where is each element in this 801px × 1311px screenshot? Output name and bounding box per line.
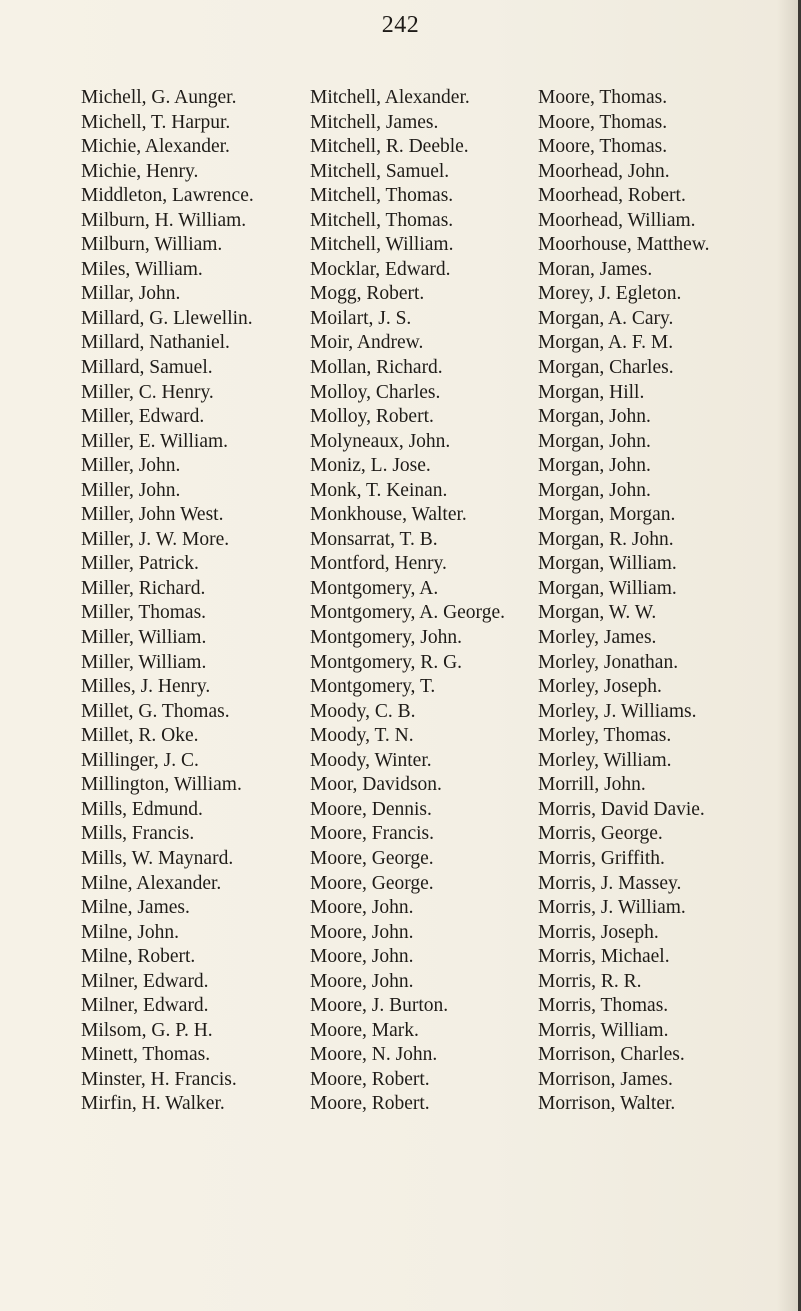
name-entry: Montgomery, A. <box>310 577 439 599</box>
name-entry: Minett, Thomas. <box>81 1044 211 1066</box>
name-entry: Morgan, R. John. <box>538 528 674 550</box>
name-entry: Miller, Richard. <box>81 577 206 599</box>
name-entry: Morley, J. Williams. <box>538 700 697 722</box>
name-entry: Milne, Robert. <box>81 946 196 968</box>
name-entry: Milburn, William. <box>81 234 223 256</box>
name-entry: Mitchell, William. <box>310 234 454 256</box>
name-entry: Milne, James. <box>81 897 190 919</box>
name-entry: Mills, Edmund. <box>81 798 203 820</box>
name-entry: Morley, William. <box>538 749 672 771</box>
name-entry: Mitchell, James. <box>310 111 439 133</box>
name-entry: Morgan, John. <box>538 406 651 428</box>
name-entry: Morgan, Charles. <box>538 357 674 379</box>
name-entry: Morgan, W. W. <box>538 602 657 624</box>
name-entry: Morgan, A. Cary. <box>538 307 674 329</box>
name-entry: Miller, J. W. More. <box>81 528 230 550</box>
name-entry: Moor, Davidson. <box>310 774 442 796</box>
name-entry: Mitchell, Alexander. <box>310 87 470 108</box>
name-entry: Moore, Mark. <box>310 1019 419 1041</box>
name-entry: Morley, Jonathan. <box>538 651 679 673</box>
name-entry: Michell, T. Harpur. <box>81 111 231 133</box>
name-entry: Morgan, William. <box>538 553 677 575</box>
name-entry: Moniz, L. Jose. <box>310 455 431 477</box>
name-entry: Montford, Henry. <box>310 553 447 575</box>
name-entry: Millington, William. <box>81 774 242 796</box>
name-entry: Molyneaux, John. <box>310 430 451 452</box>
name-entry: Moore, Thomas. <box>538 87 668 108</box>
name-entry: Morris, Thomas. <box>538 995 669 1017</box>
name-entry: Miller, Thomas. <box>81 602 207 624</box>
name-entry: Morris, Michael. <box>538 946 670 968</box>
name-entry: Montgomery, R. G. <box>310 651 463 673</box>
name-entry: Morey, J. Egleton. <box>538 283 682 305</box>
name-entry: Michie, Henry. <box>81 160 199 182</box>
name-entry: Moore, John. <box>310 970 414 992</box>
name-entry: Montgomery, T. <box>310 676 436 698</box>
name-entry: Mitchell, R. Deeble. <box>310 136 469 158</box>
name-entry: Morley, Thomas. <box>538 725 672 747</box>
name-entry: Moore, Thomas. <box>538 136 668 158</box>
name-entry: Millar, John. <box>81 283 181 305</box>
name-entry: Miller, John West. <box>81 504 224 526</box>
name-entry: Morgan, John. <box>538 430 651 452</box>
name-entry: Moore, George. <box>310 872 434 894</box>
name-entry: Moore, N. John. <box>310 1044 438 1066</box>
name-entry: Morris, R. R. <box>538 970 642 992</box>
name-entry: Montgomery, John. <box>310 627 463 649</box>
name-entry: Morrison, Walter. <box>538 1093 676 1115</box>
name-entry: Milne, John. <box>81 921 180 943</box>
name-entry: Moorhouse, Matthew. <box>538 234 710 256</box>
name-entry: Millet, G. Thomas. <box>81 700 230 722</box>
name-entry: Moorhead, Robert. <box>538 185 686 207</box>
name-entry: Moore, John. <box>310 921 414 943</box>
name-entry: Morris, Joseph. <box>538 921 659 943</box>
name-entry: Miller, C. Henry. <box>81 381 214 403</box>
name-entry: Moore, Robert. <box>310 1093 430 1115</box>
name-entry: Montgomery, A. George. <box>310 602 505 624</box>
name-entry: Morgan, Morgan. <box>538 504 676 526</box>
name-entry: Miller, John. <box>81 455 181 477</box>
name-entry: Morgan, Hill. <box>538 381 645 403</box>
name-entry: Moore, George. <box>310 847 434 869</box>
name-entry: Moore, Thomas. <box>538 111 668 133</box>
name-entry: Mogg, Robert. <box>310 283 425 305</box>
name-entry: Moir, Andrew. <box>310 332 424 354</box>
name-entry: Miller, William. <box>81 651 207 673</box>
name-entry: Moore, Francis. <box>310 823 435 845</box>
name-entry: Moore, Robert. <box>310 1068 430 1090</box>
name-entry: Moore, J. Burton. <box>310 995 449 1017</box>
name-entry: Milles, J. Henry. <box>81 676 211 698</box>
name-entry: Moody, C. B. <box>310 700 416 722</box>
name-column-3 <box>538 86 798 1117</box>
name-entry: Milburn, H. William. <box>81 209 247 231</box>
name-entry: Miller, John. <box>81 479 181 501</box>
name-entry: Michell, G. Aunger. <box>81 87 237 108</box>
page-number: 242 <box>381 12 420 38</box>
name-entry: Morris, J. Massey. <box>538 872 682 894</box>
name-entry: Millard, Samuel. <box>81 357 213 379</box>
name-entry: Morris, George. <box>538 823 663 845</box>
name-entry: Molloy, Charles. <box>310 381 441 403</box>
name-entry: Morley, Joseph. <box>538 676 662 698</box>
name-entry: Morrison, Charles. <box>538 1044 685 1066</box>
name-entry: Morgan, John. <box>538 479 651 501</box>
name-entry: Mills, W. Maynard. <box>81 847 234 869</box>
name-entry: Moore, John. <box>310 897 414 919</box>
name-entry: Morris, William. <box>538 1019 669 1041</box>
name-entry: Mitchell, Thomas. <box>310 209 454 231</box>
name-entry: Milne, Alexander. <box>81 872 222 894</box>
name-entry: Miller, E. William. <box>81 430 229 452</box>
name-entry: Michie, Alexander. <box>81 136 230 158</box>
name-entry: Morley, James. <box>538 627 657 649</box>
name-entry: Moody, Winter. <box>310 749 432 771</box>
name-entry: Monk, T. Keinan. <box>310 479 448 501</box>
name-entry: Mollan, Richard. <box>310 357 443 379</box>
name-entry: Minster, H. Francis. <box>81 1068 237 1090</box>
name-entry: Moody, T. N. <box>310 725 414 747</box>
name-entry: Milner, Edward. <box>81 970 209 992</box>
name-entry: Monsarrat, T. B. <box>310 528 438 550</box>
name-entry: Mitchell, Samuel. <box>310 160 450 182</box>
name-column-1 <box>81 86 313 1117</box>
name-entry: Millet, R. Oke. <box>81 725 199 747</box>
name-entry: Moilart, J. S. <box>310 307 412 329</box>
name-entry: Moorhead, John. <box>538 160 670 182</box>
name-entry: Millinger, J. C. <box>81 749 199 771</box>
name-entry: Moore, Dennis. <box>310 798 432 820</box>
name-entry: Molloy, Robert. <box>310 406 434 428</box>
name-entry: Morrill, John. <box>538 774 646 796</box>
name-entry: Mills, Francis. <box>81 823 195 845</box>
name-entry: Morrison, James. <box>538 1068 673 1090</box>
name-entry: Mitchell, Thomas. <box>310 185 454 207</box>
name-column-2 <box>310 86 542 1117</box>
name-entry: Morris, David Davie. <box>538 798 705 820</box>
name-entry: Miller, Edward. <box>81 406 205 428</box>
name-entry: Millard, Nathaniel. <box>81 332 230 354</box>
name-entry: Moran, James. <box>538 258 653 280</box>
name-entry: Middleton, Lawrence. <box>81 185 254 207</box>
name-entry: Morris, Griffith. <box>538 847 665 869</box>
name-entry: Moorhead, William. <box>538 209 696 231</box>
name-entry: Monkhouse, Walter. <box>310 504 467 526</box>
name-entry: Miles, William. <box>81 258 203 280</box>
name-entry: Miller, William. <box>81 627 207 649</box>
name-entry: Morgan, A. F. M. <box>538 332 674 354</box>
name-entry: Morgan, William. <box>538 577 677 599</box>
name-entry: Milner, Edward. <box>81 995 209 1017</box>
name-entry: Moore, John. <box>310 946 414 968</box>
name-entry: Mirfin, H. Walker. <box>81 1093 225 1115</box>
name-entry: Miller, Patrick. <box>81 553 199 575</box>
name-entry: Milsom, G. P. H. <box>81 1019 213 1041</box>
name-entry: Mocklar, Edward. <box>310 258 451 280</box>
name-entry: Morgan, John. <box>538 455 651 477</box>
name-entry: Millard, G. Llewellin. <box>81 307 253 329</box>
name-entry: Morris, J. William. <box>538 897 686 919</box>
